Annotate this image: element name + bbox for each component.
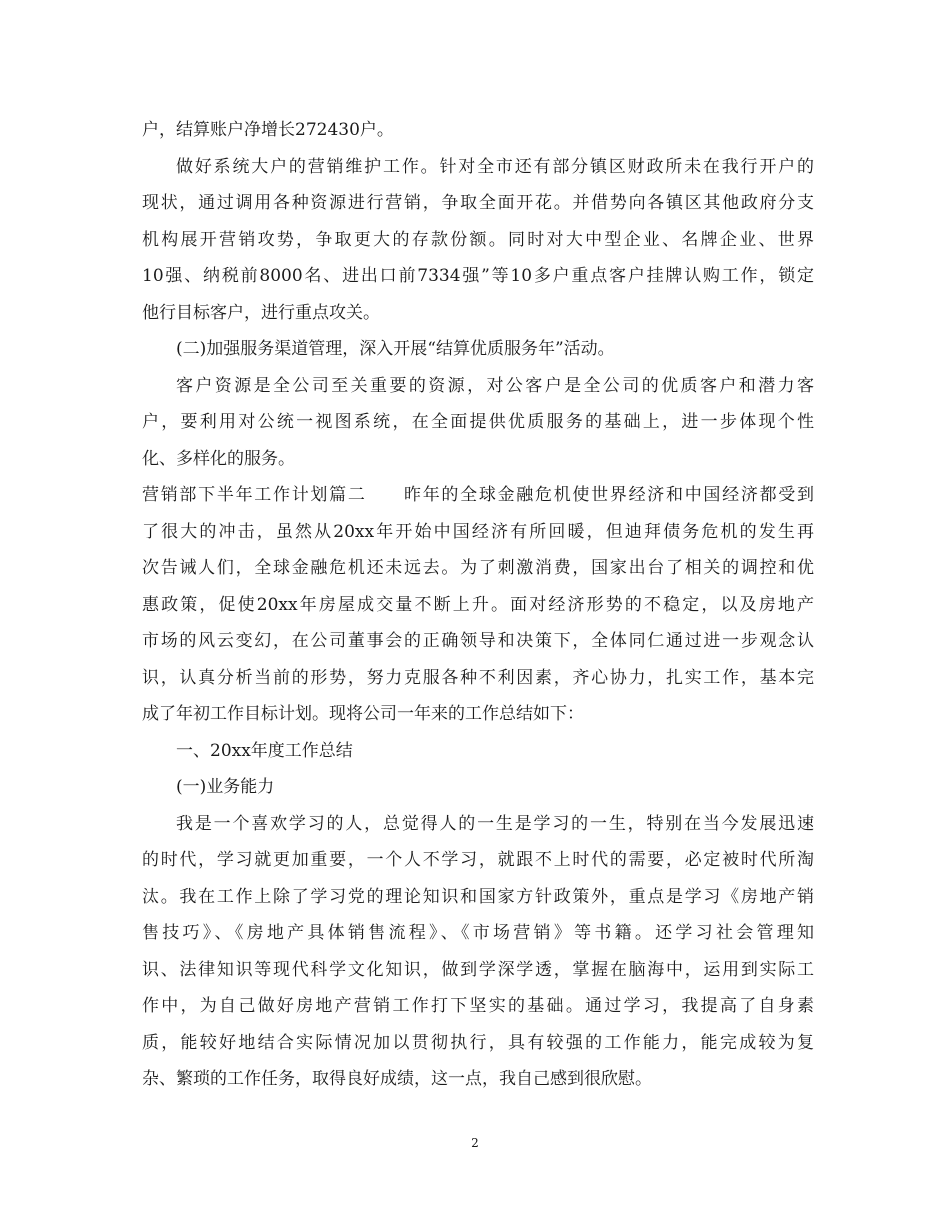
text-line: 他行目标客户，进行重点攻关。 — [142, 302, 380, 323]
text-line: 做好系统大户的营销维护工作。针对全市还有部分镇区财政所未在我行开户的 — [176, 156, 814, 177]
text-line: 现状，通过调用各种资源进行营销，争取全面开花。并借势向各镇区其他政府分支 — [142, 193, 814, 213]
text-line: 市场的风云变幻，在公司董事会的正确领导和决策下，全体同仁通过进一步观念认 — [142, 631, 814, 651]
text-line: 作中，为自己做好房地产营销工作打下坚实的基础。通过学习，我提高了自身素 — [142, 996, 814, 1016]
text-line: 户，要利用对公统一视图系统，在全面提供优质服务的基础上，进一步体现个性 — [142, 412, 814, 432]
text-line: 汰。我在工作上除了学习党的理论知识和国家方针政策外，重点是学习《房地产销 — [142, 886, 814, 907]
text-line: 质，能较好地结合实际情况加以贯彻执行，具有较强的工作能力，能完成较为复 — [142, 1032, 814, 1053]
document-body — [142, 112, 814, 1098]
text-line: 次告诫人们，全球金融危机还未远去。为了刺激消费，国家出台了相关的调控和优 — [142, 558, 814, 578]
text-line: 成了年初工作目标计划。现将公司一年来的工作总结如下： — [142, 704, 584, 724]
text-line: 客户资源是全公司至关重要的资源，对公客户是全公司的优质客户和潜力客 — [176, 375, 814, 396]
text-line: (一)业务能力 — [176, 777, 275, 797]
page-number: 2 — [471, 1136, 479, 1150]
text-line: 的时代，学习就更加重要，一个人不学习，就跟不上时代的需要，必定被时代所淘 — [142, 850, 814, 870]
text-line: 惠政策，促使20xx年房屋成交量不断上升。面对经济形势的不稳定，以及房地产 — [142, 594, 814, 615]
text-line: 一、20xx年度工作总结 — [176, 740, 353, 761]
text-line: 了很大的冲击，虽然从20xx年开始中国经济有所回暖，但迪拜债务危机的发生再 — [142, 521, 814, 542]
text-line: 我是一个喜欢学习的人，总觉得人的一生是学习的一生，特别在当今发展迅速 — [176, 813, 814, 834]
text-line: 10强、纳税前8000名、进出口前7334强”等10多户重点客户挂牌认购工作，锁定 — [142, 266, 814, 286]
text-line: 化、多样化的服务。 — [142, 448, 295, 469]
text-line: 杂、繁琐的工作任务，取得良好成绩，这一点，我自己感到很欣慰。 — [142, 1069, 652, 1089]
text-line: (二)加强服务渠道管理，深入开展“结算优质服务年”活动。 — [176, 339, 615, 359]
text-line: 识、法律知识等现代科学文化知识，做到学深学透，掌握在脑海中，运用到实际工 — [142, 959, 814, 980]
text-line: 售技巧》、《房地产具体销售流程》、《市场营销》等书籍。还学习社会管理知 — [142, 923, 814, 943]
text-line: 户，结算账户净增长272430户。 — [142, 120, 394, 140]
text-line: 机构展开营销攻势，争取更大的存款份额。同时对大中型企业、名牌企业、世界 — [142, 229, 814, 250]
text-line: 营销部下半年工作计划篇二 昨年的全球金融危机使世界经济和中国经济都受到 — [142, 485, 814, 505]
text-line: 识，认真分析当前的形势，努力克服各种不利因素，齐心协力，扎实工作，基本完 — [142, 667, 814, 688]
